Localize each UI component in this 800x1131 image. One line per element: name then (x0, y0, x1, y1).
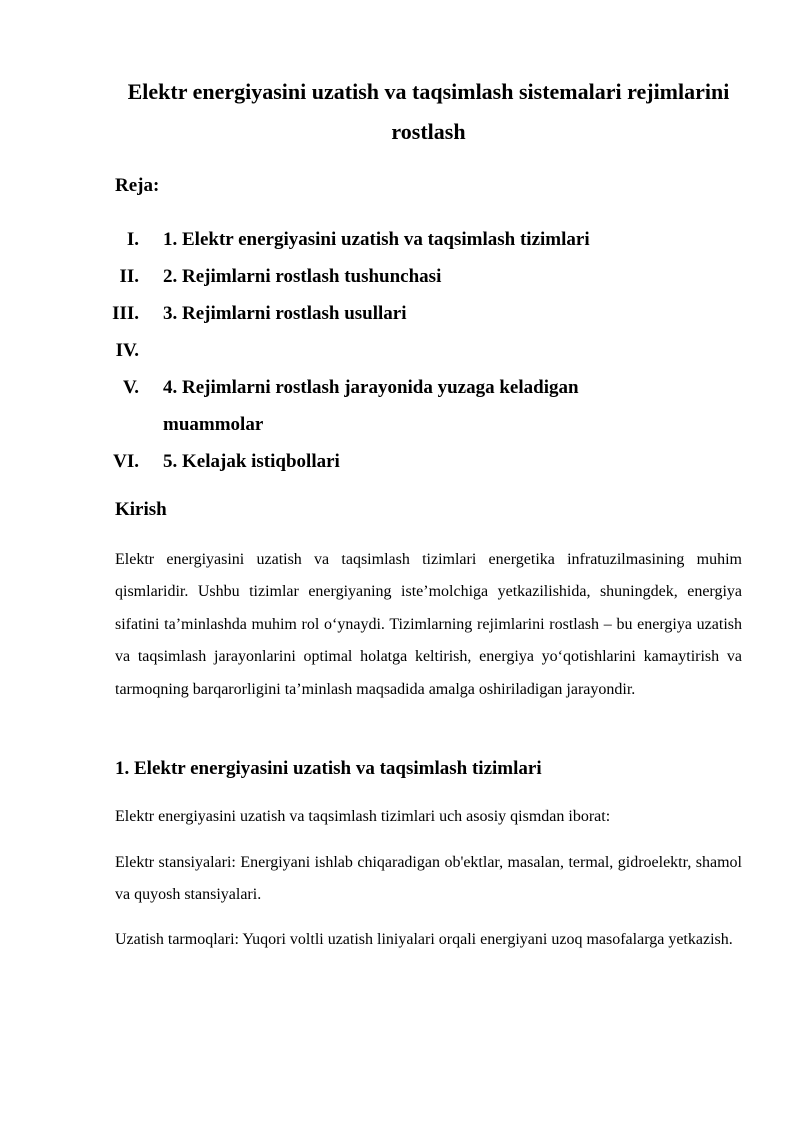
plan-label: Reja: (115, 175, 160, 196)
plan-list (95, 221, 655, 480)
plan-item-text: 4. Rejimlarni rostlash jarayonida yuzaga keladigan muammolar (163, 377, 579, 435)
plan-item-text: 2. Rejimlarni rostlash tushunchasi (163, 266, 442, 287)
plan-item (95, 295, 655, 332)
plan-item (95, 369, 655, 443)
plan-item-text: 3. Rejimlarni rostlash usullari (163, 303, 407, 324)
plan-item (95, 443, 655, 480)
document-title: Elektr energiyasini uzatish va taqsimlash sistemalari rejimlarini rostlash (127, 79, 730, 144)
plan-item-text: 5. Kelajak istiqbollari (163, 451, 340, 472)
section-paragraph: Elektr stansiyalari: Energiyani ishlab chiqaradigan ob'ektlar, masalan, termal, gidroelektr, shamol va quyosh stansiyalari. (115, 854, 742, 904)
intro-heading: Kirish (115, 499, 167, 520)
plan-item-number: II. (119, 266, 139, 287)
plan-item-number: I. (126, 229, 139, 250)
intro-paragraph: Elektr energiyasini uzatish va taqsimlash tizimlari energetika infratuzilmasining muhim qismlaridir. Ushbu tizimlar energiyaning iste’molchiga yetkazilishida, shuningdek, energiya sifatini ta’minlashda muhim rol o‘ynaydi. Tizimlarning rejimlarini rostlash – bu energiya uzatish va taqsimlash jarayonlarini optimal holatga keltirish, energiya yo‘qotishlarini kamaytirish va tarmoqning barqarorligini ta’minlash maqsadida amalga oshiriladigan jarayondir. (115, 551, 742, 698)
plan-item-number: VI. (113, 451, 139, 472)
plan-item (95, 221, 655, 258)
plan-item-number: III. (112, 303, 139, 324)
plan-item (95, 258, 655, 295)
section-heading: 1. Elektr energiyasini uzatish va taqsimlash tizimlari (115, 758, 542, 779)
section-paragraph: Elektr energiyasini uzatish va taqsimlash tizimlari uch asosiy qismdan iborat: (115, 808, 611, 825)
plan-item (95, 332, 655, 369)
plan-item-text: 1. Elektr energiyasini uzatish va taqsimlash tizimlari (163, 229, 590, 250)
plan-item-number: IV. (115, 340, 139, 361)
section-paragraph: Uzatish tarmoqlari: Yuqori voltli uzatish liniyalari orqali energiyani uzoq masofalarga yetkazish. (115, 931, 733, 948)
plan-item-number: V. (122, 377, 139, 398)
